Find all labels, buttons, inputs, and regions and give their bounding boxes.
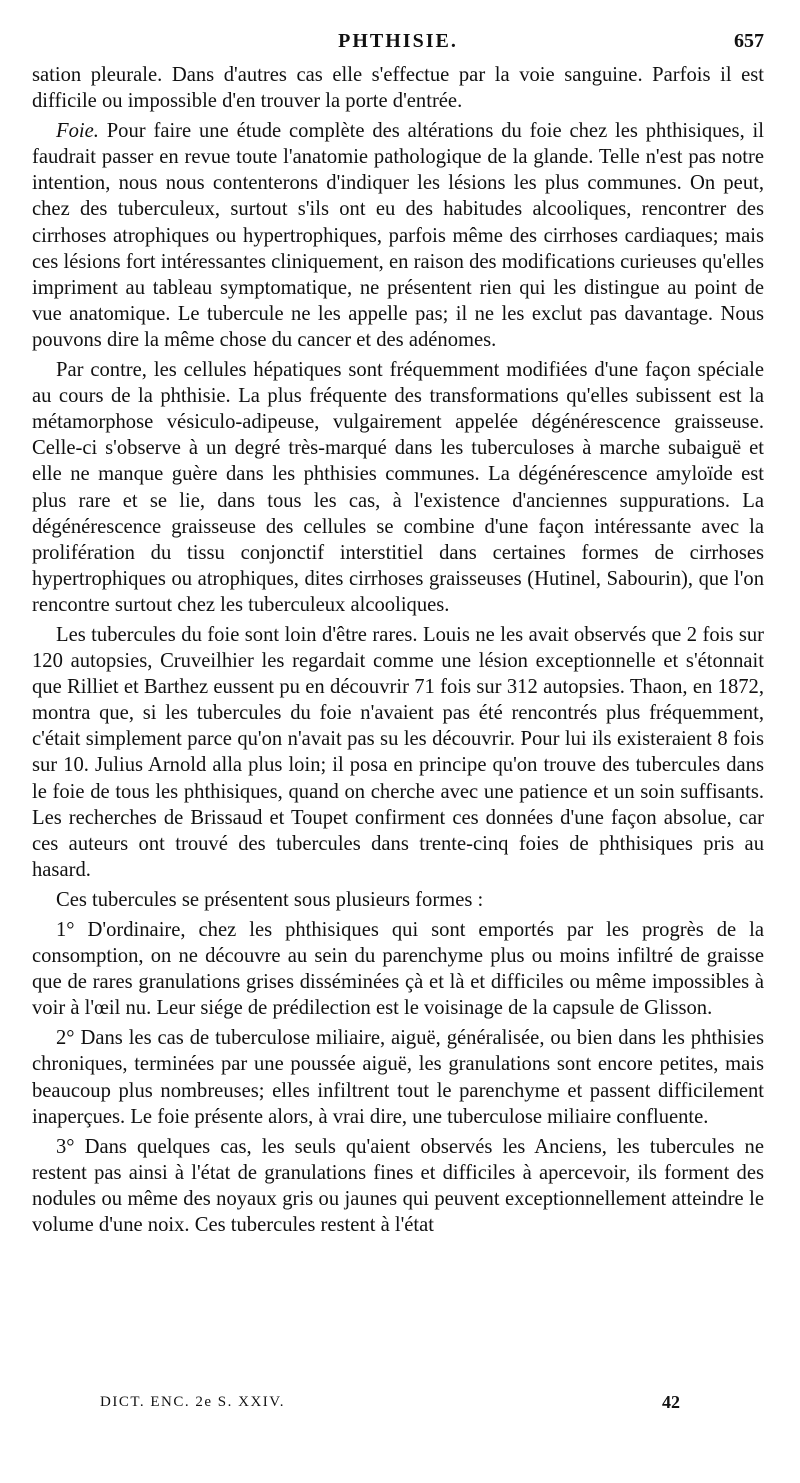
paragraph [32,1025,764,1129]
paragraph-text: Les tubercules du foie sont loin d'être rares. Louis ne les avait observés que 2 fois sur 120 autopsies, Cruveilhier les regardait comme une lésion exceptionnelle et s'étonnait que Rilliet et Barthez eussent pu en découvrir 71 fois sur 312 autopsies. Thaon, en 1872, montra que, si les tubercules du foie n'avaient pas été rencontrés plus fréquemment, c'était simplement parce qu'on n'avait pas su les découvrir. Pour lui ils existeraient 8 fois sur 10. Julius Arnold alla plus loin; il posa en principe qu'on trouve des tubercules dans le foie de tous les phthisiques, quand on cherche avec une patience et un soin suffisants. Les recherches de Brissaud et Toupet confirment ces données d'une façon absolue, car ces auteurs ont trouvé des tubercules dans trente-cinq foies de phthisiques pris au hasard. [32,623,764,881]
paragraph [32,1134,764,1238]
running-title: PHTHISIE. [338,30,458,52]
paragraph-text: 1° D'ordinaire, chez les phthisiques qui sont emportés par les progrès de la consomption, on ne découvre au sein du parenchyme plus ou moins infiltré de graisse que de rares granulations grises disséminées çà et là et difficiles ou même impossibles à voir à l'œil nu. Leur siége de prédilection est le voisinage de la capsule de Glisson. [32,919,764,1020]
page-number: 657 [734,30,764,52]
paragraph-text: sation pleurale. Dans d'autres cas elle s'effectue par la voie sanguine. Parfois il est difficile ou impossible d'en trouver la porte d'entrée. [32,64,764,113]
paragraph [32,118,764,353]
paragraph [32,622,764,883]
paragraph-text: Pour faire une étude complète des altérations du foie chez les phthisiques, il faudrait passer en revue toute l'anatomie pathologique de la glande. Telle n'est pas notre intention, nous nous contenterons d'indiquer les lésions les plus communes. On peut, chez des tuberculeux, surtout s'ils ont eu des habitudes alcooliques, rencontrer des cirrhoses atrophiques ou hypertrophiques, parfois même des cirrhoses cardiaques; mais ces lésions fort intéressantes cliniquement, en raison des modifications curieuses qu'elles impriment au tableau symptomatique, ne présentent rien qui les distingue au point de vue anatomique. Le tubercule ne les appelle pas; il ne les exclut pas davantage. Nous pouvons dire la même chose du cancer et des adénomes. [32,120,764,351]
paragraph [32,917,764,1021]
sheet-number: 42 [662,1392,680,1412]
page-footer [100,1392,680,1418]
paragraph [32,887,764,913]
paragraph-text: 3° Dans quelques cas, les seuls qu'aient observés les Anciens, les tubercules ne restent pas ainsi à l'état de granulations fines et difficiles à apercevoir, ils forment des nodules ou même des noyaux gris ou jaunes qui peuvent exceptionnellement atteindre le volume d'une noix. Ces tubercules restent à l'état [32,1135,764,1237]
printer-signature: DICT. ENC. 2e S. XXIV. [100,1394,285,1410]
paragraph [32,62,764,114]
paragraph-text: Par contre, les cellules hépatiques sont fréquemment modifiées d'une façon spéciale au cours de la phthisie. La plus fréquente des transformations qu'elles subissent est la métamorphose vésiculo-adipeuse, vulgairement appelée dégénérescence graisseuse. Celle-ci s'observe à un degré très-marqué dans les tuberculoses à marche subaiguë et elle ne manque guère dans les phthisies communes. La dégénérescence amyloïde est plus rare et se lie, dans tous les cas, à l'existence d'anciennes suppurations. La dégénérescence graisseuse des cellules se combine d'une façon intéressante avec la prolifération du tissu conjonctif interstitiel dans certaines formes de cirrhoses hypertrophiques ou atrophiques, dites cirrhoses graisseuses (Hutinel, Sabourin), que l'on rencontre surtout chez les tuberculeux alcooliques. [32,359,764,616]
paragraph-text: 2° Dans les cas de tuberculose miliaire, aiguë, généralisée, ou bien dans les phthisies chroniques, terminées par une poussée aiguë, les granulations sont encore petites, mais beaucoup plus nombreuses; elles infiltrent tout le parenchyme et passent difficilement inaperçues. Le foie présente alors, à vrai dire, une tuberculose miliaire confluente. [32,1027,764,1128]
paragraph [32,357,764,618]
page-header [32,30,764,60]
paragraph-text: Ces tubercules se présentent sous plusieurs formes : [56,888,484,911]
section-lead: Foie. [56,120,99,143]
body-text [32,62,764,1242]
